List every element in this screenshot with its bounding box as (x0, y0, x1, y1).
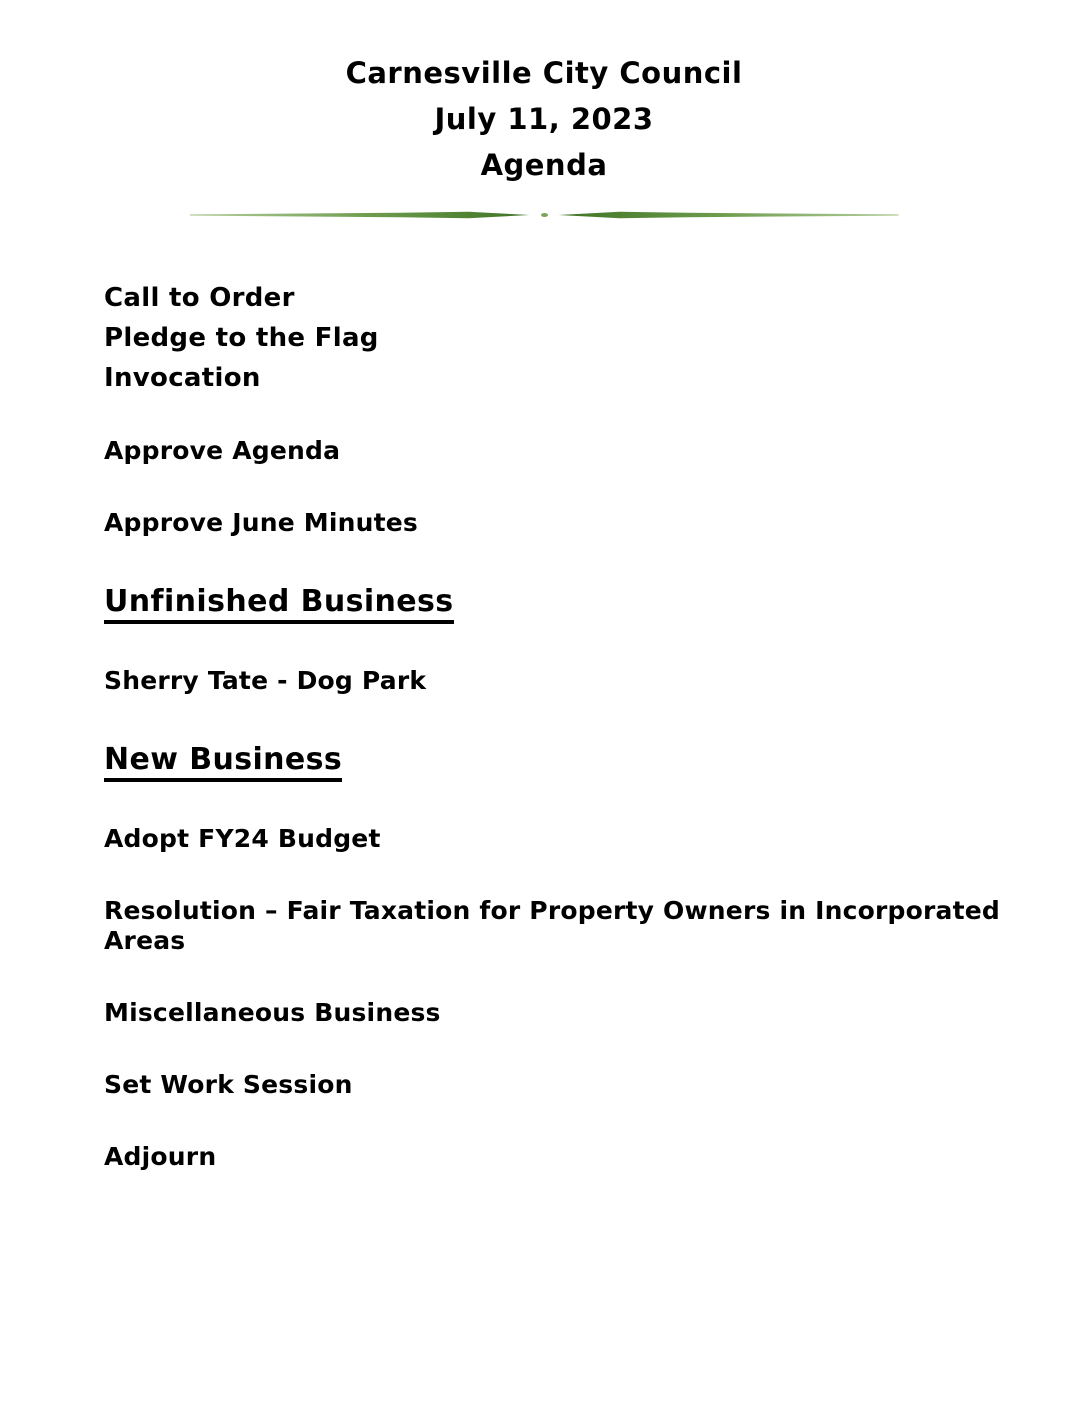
agenda-item-adjourn: Adjourn (104, 1142, 217, 1171)
section-heading-unfinished-business (104, 584, 1008, 624)
agenda-item-adopt-fy24-budget: Adopt FY24 Budget (104, 824, 381, 853)
section-heading-new-business (104, 742, 1008, 782)
divider-right-segment (559, 211, 899, 219)
agenda-item-invocation: Invocation (104, 363, 261, 393)
section-heading-unfinished-business-label: Unfinished Business (104, 584, 454, 624)
agenda-item-call-to-order: Call to Order (104, 283, 295, 313)
divider-center-dot (541, 213, 548, 217)
agenda-body (0, 220, 1088, 1172)
agenda-item-resolution-fair-taxation: Resolution – Fair Taxation for Property Owners in Incorporated Areas (104, 896, 1001, 955)
divider-left-segment (190, 211, 530, 219)
agenda-item-miscellaneous-business: Miscellaneous Business (104, 998, 441, 1027)
agenda-item-pledge: Pledge to the Flag (104, 323, 379, 353)
document-header (0, 0, 1088, 188)
agenda-item-approve-agenda: Approve Agenda (104, 436, 341, 465)
agenda-item-set-work-session: Set Work Session (104, 1070, 353, 1099)
agenda-item-sherry-tate-dog-park: Sherry Tate - Dog Park (104, 666, 427, 695)
page-title: Carnesville City Council (345, 56, 743, 90)
meeting-date: July 11, 2023 (434, 102, 654, 136)
opening-items-group (104, 278, 1008, 398)
section-heading-new-business-label: New Business (104, 742, 342, 782)
decorative-divider (188, 210, 900, 220)
agenda-item-approve-june-minutes: Approve June Minutes (104, 508, 418, 537)
document-subtitle: Agenda (480, 148, 608, 182)
